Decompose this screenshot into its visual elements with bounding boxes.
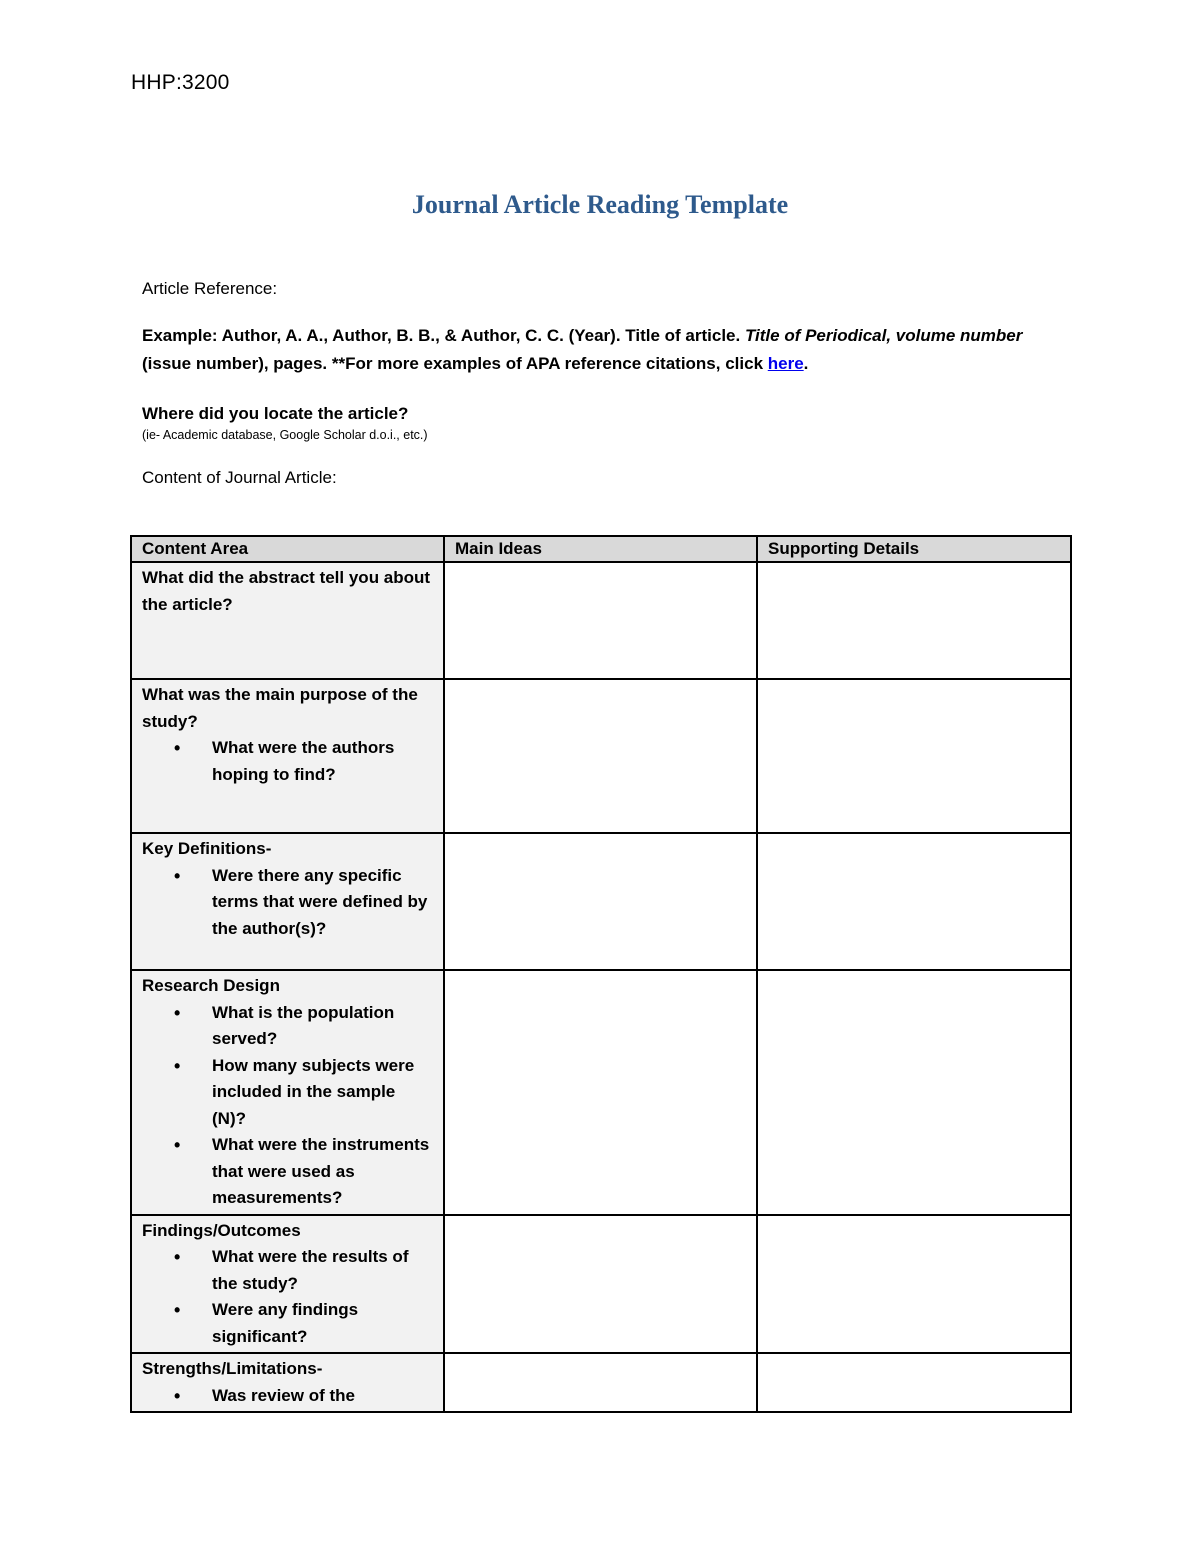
- supporting-details-cell[interactable]: [757, 833, 1071, 970]
- course-code-header: HHP:3200: [131, 71, 230, 94]
- bullet-item: • Was review of the: [142, 1383, 433, 1410]
- bullet-list: [142, 735, 433, 788]
- document-title: Journal Article Reading Template: [411, 190, 789, 219]
- content-area-title: Findings/Outcomes: [142, 1220, 301, 1240]
- bullet-list: [142, 1383, 433, 1410]
- content-area-title: Strengths/Limitations-: [142, 1359, 323, 1378]
- bullet-item: • Were there any specific terms that were defined by the author(s)?: [142, 863, 433, 943]
- table-row: [131, 679, 1071, 833]
- content-area-title: Research Design: [142, 976, 280, 995]
- apa-example-text: [142, 322, 1072, 378]
- header-content-area: Content Area: [131, 536, 444, 562]
- supporting-details-cell[interactable]: [757, 679, 1071, 833]
- content-area-cell: [131, 970, 444, 1215]
- bullet-list: [142, 1000, 433, 1212]
- table-row: [131, 833, 1071, 970]
- bullet-list: [142, 1244, 433, 1350]
- main-ideas-cell[interactable]: [444, 1353, 757, 1412]
- header-main-ideas: Main Ideas: [444, 536, 757, 562]
- bullet-item: • What is the population served?: [142, 1000, 433, 1053]
- content-area-cell: [131, 679, 444, 833]
- bullet-item: • What were the authors hoping to find?: [142, 735, 433, 788]
- bullet-item: • Were any findings significant?: [142, 1297, 433, 1350]
- content-area-cell: [131, 833, 444, 970]
- locate-hint: (ie- Academic database, Google Scholar d.o.i., etc.): [142, 428, 428, 442]
- main-ideas-cell[interactable]: [444, 679, 757, 833]
- supporting-details-cell[interactable]: [757, 1353, 1071, 1412]
- main-ideas-cell[interactable]: [444, 562, 757, 679]
- supporting-details-cell[interactable]: [757, 1215, 1071, 1354]
- bullet-item: • What were the results of the study?: [142, 1244, 433, 1297]
- content-area-title: What did the abstract tell you about the article?: [142, 568, 431, 614]
- table-row: [131, 970, 1071, 1215]
- table-row: [131, 1215, 1071, 1354]
- content-area-cell: [131, 562, 444, 679]
- table-row: [131, 562, 1071, 679]
- content-area-title: Key Definitions-: [142, 839, 272, 858]
- reading-template-table: [130, 535, 1072, 1413]
- bullet-item: • How many subjects were included in the sample (N)?: [142, 1053, 433, 1133]
- supporting-details-cell[interactable]: [757, 562, 1071, 679]
- table-header-row: [131, 536, 1071, 562]
- main-ideas-cell[interactable]: [444, 1215, 757, 1354]
- header-supporting-details: Supporting Details: [757, 536, 1071, 562]
- apa-examples-link[interactable]: here: [767, 354, 804, 373]
- article-reference-label: Article Reference:: [142, 279, 278, 298]
- content-area-cell: [131, 1353, 444, 1412]
- content-label: Content of Journal Article:: [142, 468, 337, 487]
- bullet-list: [142, 863, 433, 943]
- supporting-details-cell[interactable]: [757, 970, 1071, 1215]
- locate-question: Where did you locate the article?: [142, 404, 409, 423]
- main-ideas-cell[interactable]: [444, 970, 757, 1215]
- example-italic: Title of Periodical, volume number: [744, 326, 1023, 345]
- example-end: .: [803, 354, 809, 373]
- example-prefix: Example: Author, A. A., Author, B. B., & Author, C. C. (Year). Title of article.: [142, 326, 745, 345]
- content-area-cell: [131, 1215, 444, 1354]
- content-area-title: What was the main purpose of the study?: [142, 685, 418, 731]
- example-suffix: (issue number), pages. **For more examples of APA reference citations, click: [142, 354, 768, 373]
- main-ideas-cell[interactable]: [444, 833, 757, 970]
- bullet-item: • What were the instruments that were used as measurements?: [142, 1132, 433, 1212]
- table-row: [131, 1353, 1071, 1412]
